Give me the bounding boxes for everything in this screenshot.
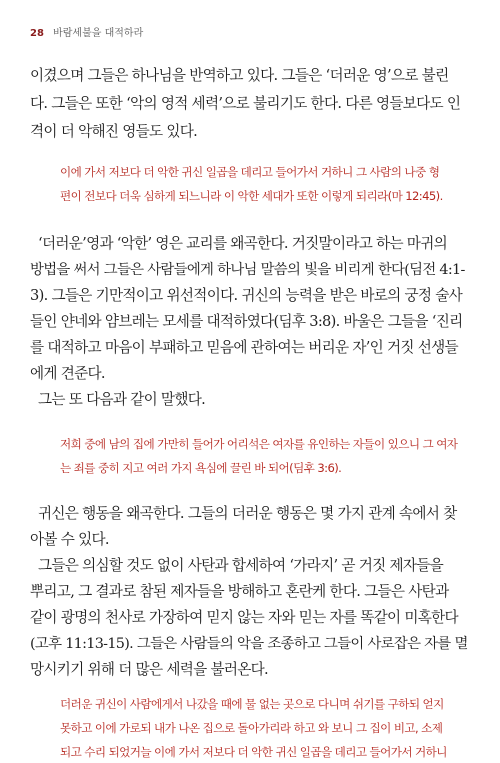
text-line: ‘더러운’영과 ‘악한’ 영은 교리를 왜곡한다. 거짓말이라고 하는 마귀의 [38,235,448,252]
quote-line: 편이 전보다 더욱 심하게 되느니라 이 악한 세대가 또한 이렇게 되리라(마 12:45). [60,189,443,203]
text-line: 망시키기 위해 더 많은 세력을 불러온다. [30,661,268,678]
text-line: 뿌리고, 그 결과로 참된 제자들을 방해하고 혼란케 한다. 그들은 사탄과 [30,583,449,600]
book-title: 바람세불을 대적하라 [53,28,144,39]
text-line: 다. 그들은 또한 ‘악의 영적 세력’으로 불리기도 한다. 다른 영들보다도 인 [30,95,461,112]
quote-line: 이에 가서 저보다 더 악한 귀신 일곱을 데리고 들어가서 거하니 그 사람의 나중 형 [60,165,440,179]
text-line: 격이 더 악해진 영들도 있다. [30,123,198,140]
text-line: 방법을 써서 그들은 사람들에게 하나님 말씀의 빛을 비리게 한다(딤전 4:1- [30,262,465,278]
text-line: 그는 또 다음과 같이 말했다. [38,391,206,408]
page-number: 28 [30,28,44,39]
text-line: 귀신은 행동을 왜곡한다. 그들의 더러운 행동은 몇 가지 관계 속에서 찾 [38,505,457,522]
text-line: 아볼 수 있다. [30,531,109,548]
quote-line: 못하고 이에 가로되 내가 나온 집으로 돌아가리라 하고 와 보니 그 집이 비고, 소제 [60,721,443,735]
text-line: 를 대적하고 마음이 부패하고 믿음에 관하여는 버리운 자’인 거짓 선생들 [30,339,458,356]
quote-line: 는 죄를 중히 지고 여러 가지 욕심에 끌린 바 되어(딤후 3:6). [60,461,342,475]
running-header [30,24,143,39]
text-line: 에게 견준다. [30,365,105,382]
text-line: 같이 광명의 천사로 가장하여 믿지 않는 자와 믿는 자를 똑같이 미혹한다 [30,609,458,626]
quote-line: 저희 중에 남의 집에 가만히 들어가 어리석은 여자를 유인하는 자들이 있으니 그 여자 [60,437,458,451]
text-line: 그들은 의심할 것도 없이 사탄과 합세하여 ‘가라지’ 곧 거짓 제자들을 [38,557,444,574]
text-line: 이겼으며 그들은 하나님을 반역하고 있다. 그들은 ‘더러운 영’으로 불린 [30,67,449,84]
text-line: (고후 11:13-15). 그들은 사람들의 악을 조종하고 그들이 사로잡은 자를 멸 [30,636,468,652]
text-line: 3). 그들은 기만적이고 위선적이다. 귀신의 능력을 받은 바로의 궁정 술사 [30,287,463,304]
quote-line: 더러운 귀신이 사람에게서 나갔을 때에 물 없는 곳으로 다니며 쉬기를 구하되 얻지 [60,697,444,711]
text-line: 들인 얀네와 얌브레는 모세를 대적하였다(딤후 3:8). 바울은 그들을 ‘진리 [30,313,463,330]
quote-line: 되고 수리 되었거늘 이에 가서 저보다 더 악한 귀신 일곱을 데리고 들어가서 거하니 [60,745,447,759]
